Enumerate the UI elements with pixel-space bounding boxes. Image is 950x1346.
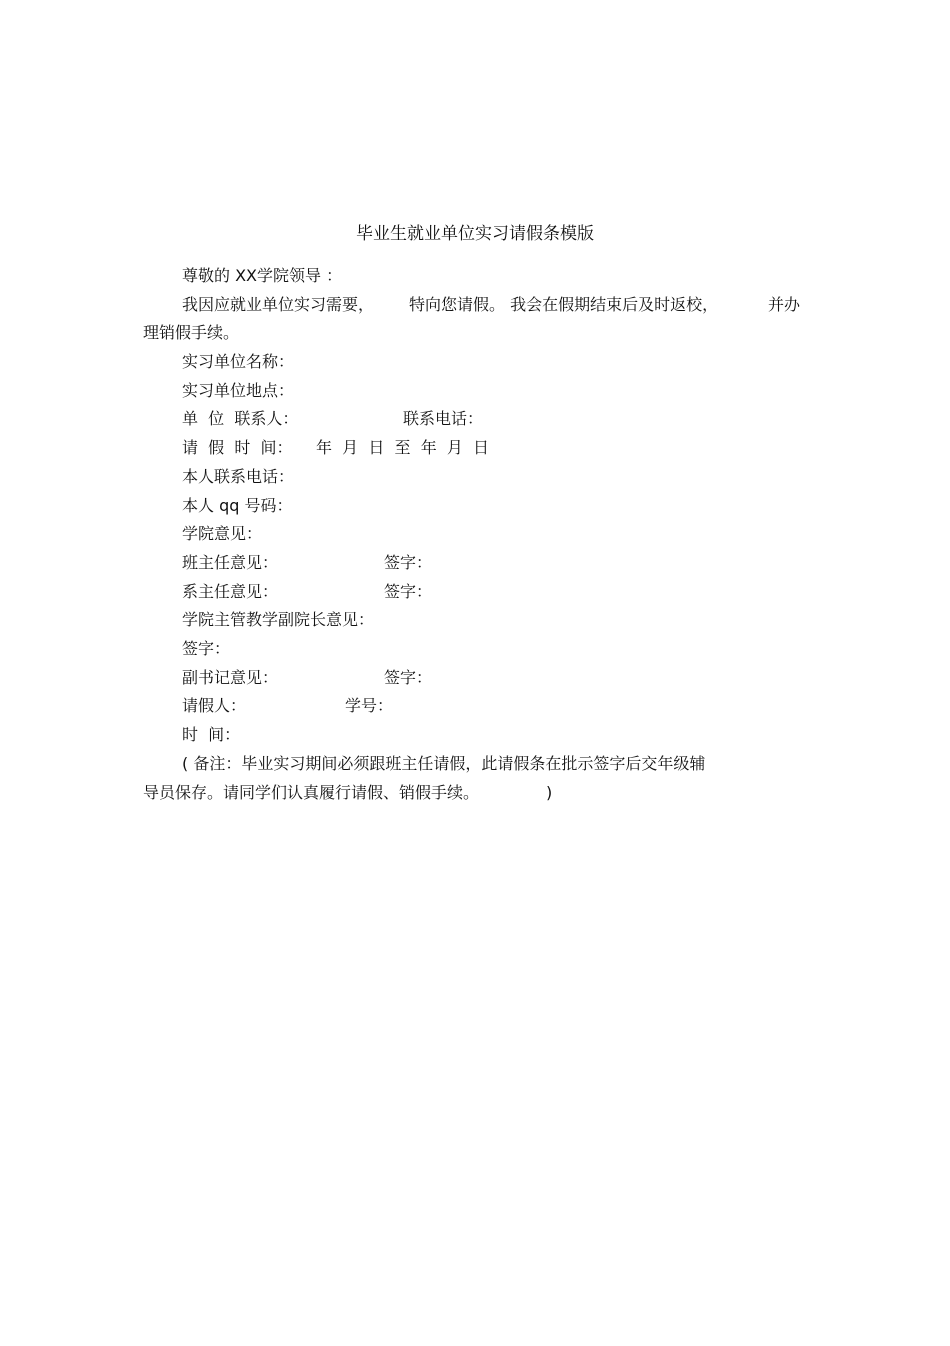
note-line2: 导员保存。请同学们认真履行请假、销假手续。 (143, 783, 480, 802)
my-phone-label: 本人联系电话： (182, 467, 295, 486)
dept-head-sign-label: 签字： (384, 582, 433, 601)
company-name-label: 实习单位名称： (182, 352, 295, 371)
body-line1-part1: 我因应就业单位实习需要， (182, 295, 375, 314)
leave-time-value: 年 月 日 至 年 月 日 (316, 438, 490, 457)
leave-time-label: 请 假 时 间： (182, 438, 293, 457)
college-opinion-label: 学院意见： (182, 524, 263, 543)
body-line1-part2: 特向您请假。 我会在假期结束后及时返校， (409, 295, 719, 314)
vice-dean-sign-label: 签字： (182, 639, 231, 658)
applicant-label: 请假人： (182, 696, 247, 715)
body-line1-part3: 并办 (768, 295, 801, 314)
vice-secretary-label: 副书记意见： (182, 668, 279, 687)
vice-secretary-sign-label: 签字： (384, 668, 433, 687)
student-id-label: 学号： (345, 696, 394, 715)
vice-dean-label: 学院主管教学副院长意见： (182, 610, 375, 629)
body-line2: 理销假手续。 (143, 323, 240, 342)
contact-phone-label: 联系电话： (403, 409, 484, 428)
note-line1: ( 备注：毕业实习期间必须跟班主任请假，此请假条在批示签字后交年级辅 (182, 754, 706, 773)
head-teacher-label: 班主任意见： (182, 553, 279, 572)
document-title: 毕业生就业单位实习请假条模版 (356, 224, 594, 244)
time-label: 时 间： (182, 725, 241, 744)
salutation: 尊敬的 XX学院领导 ： (182, 266, 343, 285)
head-teacher-sign-label: 签字： (384, 553, 433, 572)
note-close-paren: ) (546, 783, 553, 802)
dept-head-label: 系主任意见： (182, 582, 279, 601)
my-qq-label: 本人 qq 号码： (182, 496, 293, 515)
contact-person-label: 单 位 联系人： (182, 409, 299, 428)
company-address-label: 实习单位地点： (182, 381, 295, 400)
